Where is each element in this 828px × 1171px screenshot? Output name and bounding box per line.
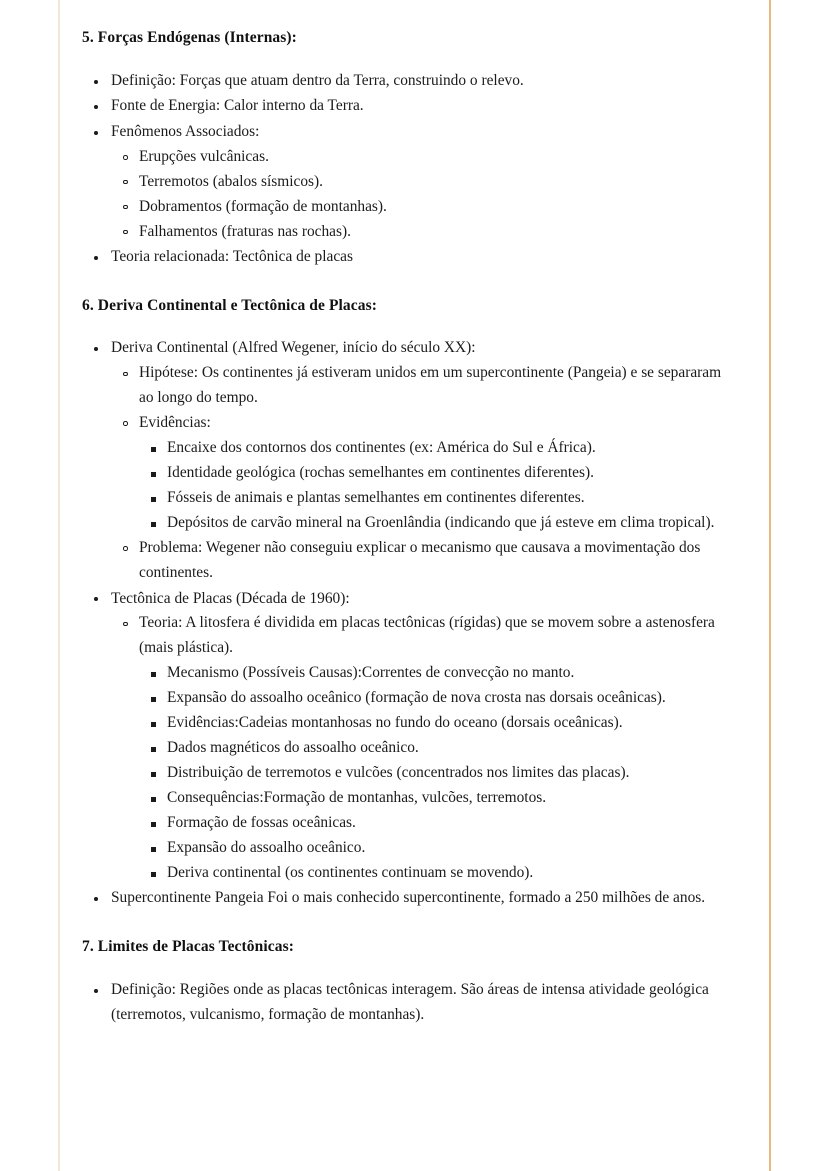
- bullet-list-level-1: [82, 978, 730, 1028]
- bullet-list-level-1: [82, 69, 730, 270]
- list-item-text: Evidências:: [139, 414, 211, 432]
- section-heading: 7. Limites de Placas Tectônicas:: [82, 937, 295, 955]
- hollow-circle-bullet-icon: [123, 230, 128, 235]
- list-item: [139, 661, 730, 686]
- list-item-text: Fósseis de animais e plantas semelhantes em continentes diferentes.: [167, 489, 585, 507]
- list-item: [82, 94, 730, 119]
- heading-spacer: [82, 958, 730, 978]
- square-bullet-icon: [151, 447, 156, 452]
- list-item-text: Consequências:Formação de montanhas, vulcões, terremotos.: [167, 789, 547, 807]
- bullet-list-level-2: [111, 361, 730, 586]
- list-item-text: Identidade geológica (rochas semelhantes em continentes diferentes).: [167, 464, 594, 482]
- list-item-text: Evidências:Cadeias montanhosas no fundo do oceano (dorsais oceânicas).: [167, 714, 623, 732]
- left-margin-rule: [58, 0, 60, 1171]
- list-item: [111, 361, 730, 411]
- list-item: [139, 736, 730, 761]
- square-bullet-icon: [151, 822, 156, 827]
- list-item: [139, 486, 730, 511]
- list-item: [139, 461, 730, 486]
- square-bullet-icon: [151, 672, 156, 677]
- list-item-text: Expansão do assoalho oceânico.: [167, 839, 366, 857]
- heading-spacer: [82, 316, 730, 336]
- list-item-text: Depósitos de carvão mineral na Groenlândia (indicando que já esteve em clima tropical).: [167, 514, 715, 532]
- list-item-text: Encaixe dos contornos dos continentes (ex: América do Sul e África).: [167, 439, 596, 457]
- list-item: [139, 811, 730, 836]
- square-bullet-icon: [151, 797, 156, 802]
- hollow-circle-bullet-icon: [123, 372, 128, 377]
- list-item: [111, 411, 730, 536]
- list-item: [139, 711, 730, 736]
- square-bullet-icon: [151, 772, 156, 777]
- hollow-circle-bullet-icon: [123, 622, 128, 627]
- list-item: [111, 195, 730, 220]
- disc-bullet-icon: [94, 105, 98, 109]
- list-item-text: Problema: Wegener não conseguiu explicar o mecanismo que causava a movimentação dos continentes.: [139, 539, 701, 582]
- hollow-circle-bullet-icon: [123, 180, 128, 185]
- list-item-text: Erupções vulcânicas.: [139, 147, 269, 165]
- list-item: [82, 245, 730, 270]
- section-heading: 5. Forças Endógenas (Internas):: [82, 29, 297, 46]
- section-heading: 6. Deriva Continental e Tectônica de Placas:: [82, 296, 377, 314]
- list-item: [139, 761, 730, 786]
- list-item: [82, 886, 730, 911]
- list-item-text: Mecanismo (Possíveis Causas):Correntes de convecção no manto.: [167, 664, 575, 682]
- list-item-text: Dobramentos (formação de montanhas).: [139, 197, 387, 215]
- square-bullet-icon: [151, 747, 156, 752]
- square-bullet-icon: [151, 472, 156, 477]
- hollow-circle-bullet-icon: [123, 421, 128, 426]
- disc-bullet-icon: [94, 897, 98, 901]
- square-bullet-icon: [151, 697, 156, 702]
- disc-bullet-icon: [94, 256, 98, 260]
- list-item-text: Dados magnéticos do assoalho oceânico.: [167, 739, 419, 757]
- list-item: [139, 436, 730, 461]
- bullet-list-level-1: [82, 336, 730, 911]
- hollow-circle-bullet-icon: [123, 546, 128, 551]
- list-item-text: Terremotos (abalos sísmicos).: [139, 172, 323, 190]
- list-item-text: Deriva Continental (Alfred Wegener, início do século XX):: [111, 339, 476, 357]
- bullet-list-level-2: [111, 145, 730, 245]
- list-item-text: Formação de fossas oceânicas.: [167, 814, 356, 832]
- list-item: [82, 336, 730, 586]
- square-bullet-icon: [151, 522, 156, 527]
- list-item-text: Fenômenos Associados:: [111, 122, 260, 140]
- list-item: [139, 686, 730, 711]
- square-bullet-icon: [151, 497, 156, 502]
- list-item: [139, 861, 730, 886]
- list-item: [111, 170, 730, 195]
- list-item: [82, 120, 730, 245]
- list-item-text: Deriva continental (os continentes continuam se movendo).: [167, 863, 534, 881]
- list-item-text: Tectônica de Placas (Década de 1960):: [111, 589, 350, 607]
- list-item: [139, 786, 730, 811]
- document-content: [82, 28, 730, 1028]
- list-item: [82, 69, 730, 94]
- list-item-text: Definição: Forças que atuam dentro da Terra, construindo o relevo.: [111, 71, 524, 89]
- list-item-text: Teoria relacionada: Tectônica de placas: [111, 248, 353, 266]
- disc-bullet-icon: [94, 80, 98, 84]
- bullet-list-level-3: [139, 436, 730, 536]
- list-item: [111, 220, 730, 245]
- list-item: [82, 978, 730, 1028]
- list-item-text: Expansão do assoalho oceânico (formação de nova crosta nas dorsais oceânicas).: [167, 689, 666, 707]
- right-margin-rule: [769, 0, 771, 1171]
- bullet-list-level-3: [139, 661, 730, 886]
- list-item: [111, 536, 730, 586]
- disc-bullet-icon: [94, 131, 98, 135]
- disc-bullet-icon: [94, 347, 98, 351]
- list-item-text: Teoria: A litosfera é dividida em placas tectônicas (rígidas) que se movem sobre a astenosfera (mais plástica).: [139, 614, 715, 657]
- list-item: [111, 611, 730, 885]
- disc-bullet-icon: [94, 989, 98, 993]
- list-item: [82, 587, 730, 886]
- square-bullet-icon: [151, 872, 156, 877]
- square-bullet-icon: [151, 722, 156, 727]
- list-item-text: Falhamentos (fraturas nas rochas).: [139, 222, 351, 240]
- list-item-text: Supercontinente Pangeia Foi o mais conhecido supercontinente, formado a 250 milhões de anos.: [111, 889, 706, 907]
- section-spacer: [82, 912, 730, 937]
- list-item: [111, 145, 730, 170]
- list-item-text: Distribuição de terremotos e vulcões (concentrados nos limites das placas).: [167, 764, 630, 782]
- list-item-text: Fonte de Energia: Calor interno da Terra.: [111, 97, 364, 115]
- list-item-text: Definição: Regiões onde as placas tectônicas interagem. São áreas de intensa atividade geológica (terremotos, vulcanismo, formação de montanhas).: [111, 980, 709, 1023]
- heading-spacer: [82, 49, 730, 69]
- hollow-circle-bullet-icon: [123, 205, 128, 210]
- disc-bullet-icon: [94, 597, 98, 601]
- hollow-circle-bullet-icon: [123, 155, 128, 160]
- list-item: [139, 511, 730, 536]
- section-spacer: [82, 271, 730, 296]
- list-item: [139, 836, 730, 861]
- square-bullet-icon: [151, 847, 156, 852]
- list-item-text: Hipótese: Os continentes já estiveram unidos em um supercontinente (Pangeia) e se separaram ao longo do tempo.: [139, 364, 722, 407]
- bullet-list-level-2: [111, 611, 730, 885]
